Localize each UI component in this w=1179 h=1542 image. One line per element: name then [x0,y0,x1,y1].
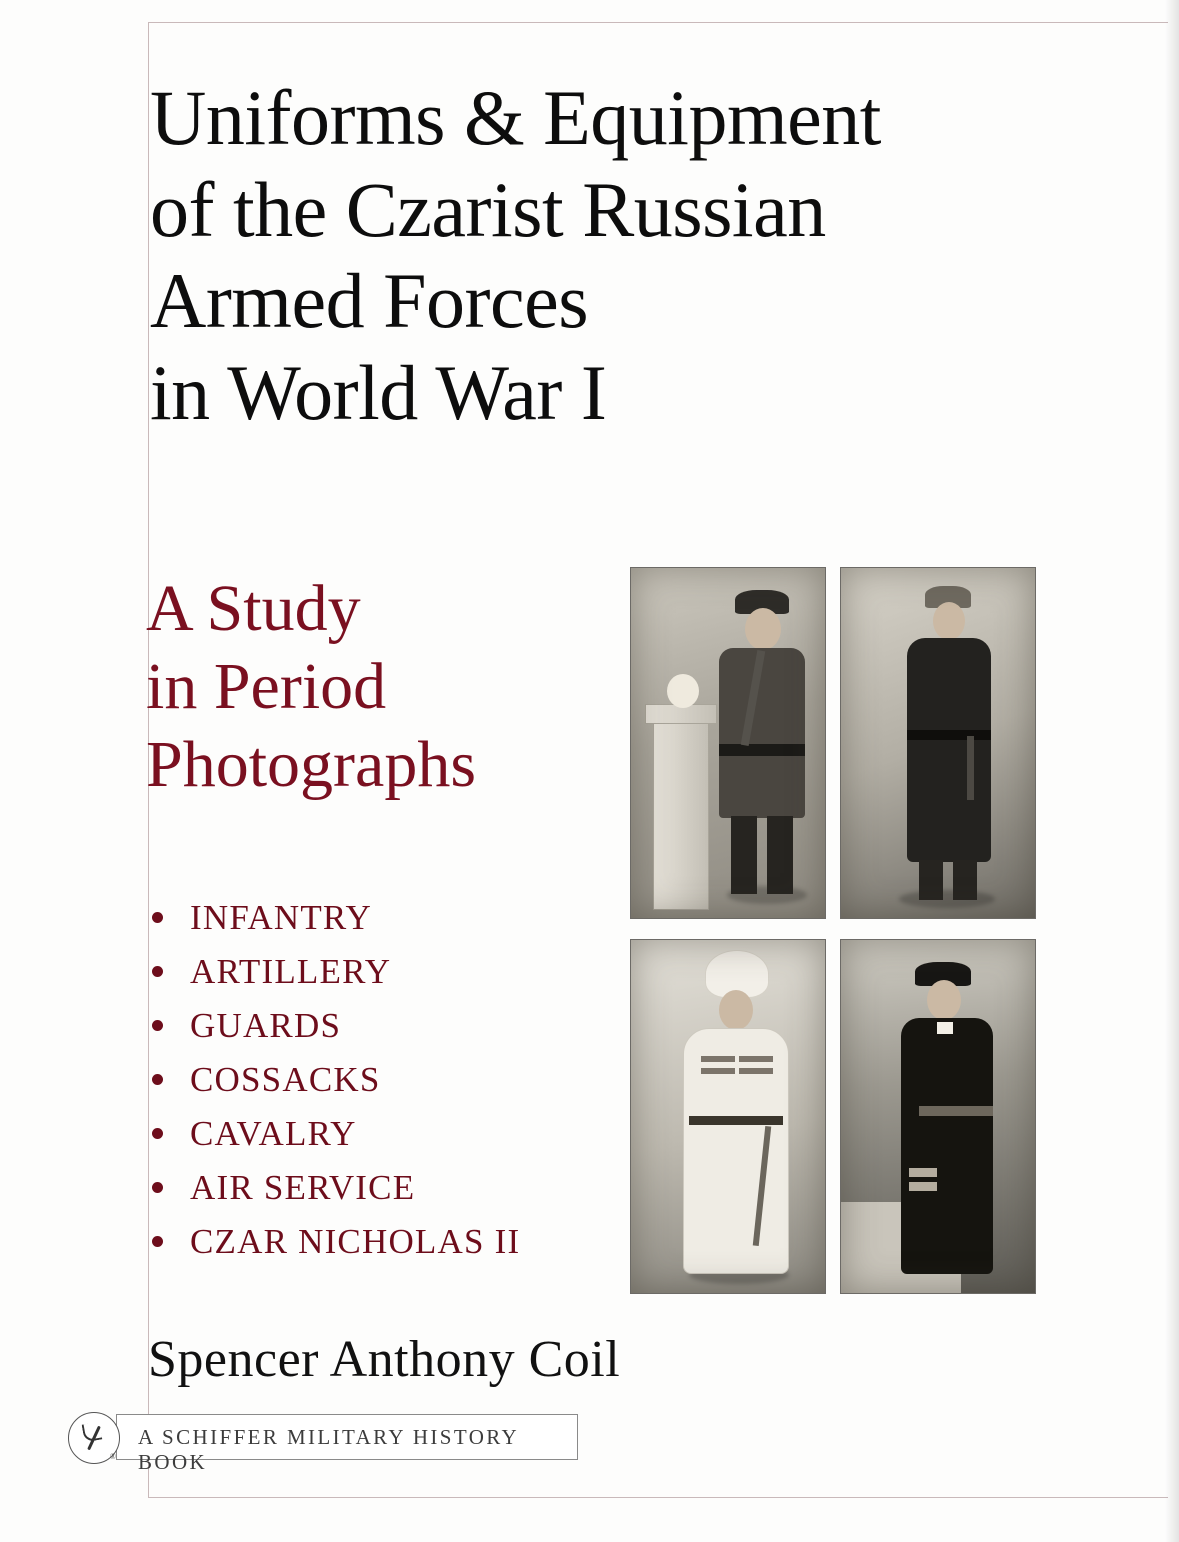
soldier-in-greatcoat-photo [840,567,1036,919]
list-item [150,1062,610,1097]
bullet-dot-icon [152,1182,163,1193]
publisher-badge-label: A SCHIFFER MILITARY HISTORY BOOK [138,1425,519,1474]
topic-list [150,900,610,1278]
subtitle-line-3: Photographs [146,727,476,801]
bullet-dot-icon [152,1020,163,1031]
topic-label: ARTILLERY [190,952,392,991]
topic-label: AIR SERVICE [190,1168,416,1207]
topic-label: GUARDS [190,1006,342,1045]
title-line-2: of the Czarist Russian [150,165,826,253]
bullet-dot-icon [152,1074,163,1085]
cover-rule-bottom [148,1497,1168,1498]
list-item [150,1170,610,1205]
bullet-dot-icon [152,1128,163,1139]
title-line-3: Armed Forces [150,257,589,345]
topic-label: CAVALRY [190,1114,357,1153]
title-line-1: Uniforms & Equipment [150,74,881,161]
subtitle-line-2: in Period [146,649,387,723]
page-edge-shadow [1165,0,1179,1542]
topic-label: COSSACKS [190,1060,381,1099]
list-item [150,1224,610,1259]
list-item [150,1008,610,1043]
officer-standing-with-flowers-photo [630,567,826,919]
topic-label: CZAR NICHOLAS II [190,1222,521,1261]
cossack-with-fur-hat-and-sword-photo [630,939,826,1294]
subtitle-line-1: A Study [146,572,361,645]
book-subtitle [146,570,616,804]
list-item [150,900,610,935]
publisher-badge [68,1412,580,1474]
photo-grid [630,567,1036,1294]
book-title [150,74,1090,444]
list-item [150,954,610,989]
cover-rule-top [148,22,1168,23]
list-item [150,1116,610,1151]
quill-seal-icon: ® [68,1412,120,1464]
title-line-4: in World War I [150,348,607,436]
bullet-dot-icon [152,966,163,977]
bullet-dot-icon [152,912,163,923]
naval-officer-in-dark-uniform-photo [840,939,1036,1294]
topic-label: INFANTRY [190,898,373,937]
author-name: Spencer Anthony Coil [148,1331,621,1388]
bullet-dot-icon [152,1236,163,1247]
